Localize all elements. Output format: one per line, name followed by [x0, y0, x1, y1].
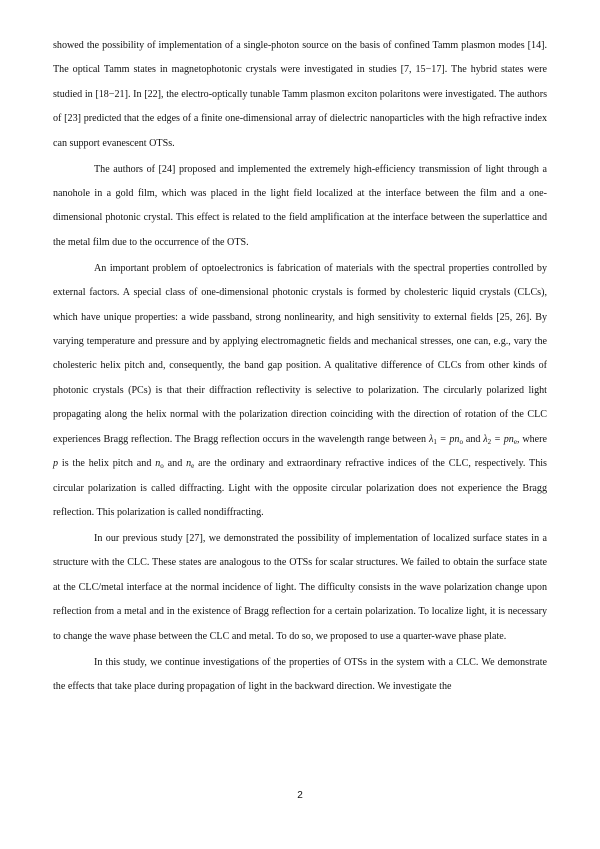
paragraph-nanohole: The authors of [24] proposed and implemented the extremely high-efficiency transmission of light through a nanohole in a gold film, which was placed in the light field localized at the interface between the film and a one-dimensional photonic crystal. This effect is related to the field amplification at the interface between the superlattice and the metal film due to the occurrence of the OTS.: [53, 163, 547, 248]
n-o-symbol: n: [155, 458, 161, 470]
lambda-1-subscript: 1: [433, 437, 437, 446]
lambda-1: λ: [428, 433, 434, 445]
n-e-subscript: e: [191, 462, 195, 471]
paragraph-continuation: showed the possibility of implementation of a single-photon source on the basis of confined Tamm plasmon modes [14]. The optical Tamm states in magnetophotonic crystals were investigated in studies [7, 15−17]. The hybrid states were studied in [18−21]. In [22], the electro-optically tunable Tamm plasmon exciton polaritons were investigated. The authors of [23] predicted that the edges of a finite one-dimensional array of dielectric nanoparticles with the high refractive index can support evanescent OTSs.: [53, 40, 547, 149]
body-text: [53, 34, 547, 701]
equation-2: = pn: [491, 433, 514, 445]
paragraph-previous-study: In our previous study [27], we demonstrated the possibility of implementation of localized surface states in a structure with the CLC. These states are analogous to the OTSs for scalar structures. We failed to obtain the surface state at the CLC/metal interface at the normal incidence of light. The difficulty consists in the wave polarization change upon reflection from a metal and in the existence of Bragg reflection for a certain polarization. To localize light, it is necessary to change the wave phase between the CLC and metal. To do so, we proposed to use a quarter-wave phase plate.: [53, 532, 547, 642]
conjunction-and-2: and: [163, 458, 187, 470]
equation-2-subscript: e: [513, 437, 517, 446]
n-o-subscript: o: [160, 462, 164, 471]
paragraph-this-study: In this study, we continue investigations of the properties of OTSs in the system with a CLC. We demonstrate the effects that take place during propagation of light in the backward direction. We investigate the: [53, 656, 547, 692]
where-text: , where: [516, 433, 547, 445]
lambda-2-subscript: 2: [487, 437, 492, 446]
clc-text-after: are the ordinary and extraordinary refractive indices of the CLC, respectively. This circular polarization is called diffracting. Light with the opposite circular polarization does not experience the Bragg reflection. This polarization is called nondiffracting.: [53, 458, 547, 518]
equation-1-subscript: o: [459, 437, 463, 446]
page-number: 2: [297, 790, 303, 801]
pitch-description: is the helix pitch and: [58, 458, 156, 470]
pitch-symbol: p: [53, 458, 59, 470]
lambda-2: λ: [483, 433, 488, 445]
clc-text-before: An important problem of optoelectronics is fabrication of materials with the spectral properties controlled by external factors. A special class of one-dimensional photonic crystals is formed by cholesteric liquid crystals (CLCs), which have unique properties: a wide passband, strong nonlinearity, and high sensitivity to external fields [25, 26]. By varying temperature and pressure and by applying electromagnetic fields and mechanical stresses, one can, e.g., vary the cholesteric helix pitch and, consequently, the band gap position. A qualitative difference of CLCs from other kinds of photonic crystals (PCs) is that their diffraction reflectivity is selective to polarization. The circularly polarized light propagating along the helix normal with the polarization direction coinciding with the direction of rotation of the CLC experiences Bragg reflection. The Bragg reflection occurs in the wavelength range between: [53, 262, 547, 445]
conjunction-and-1: and: [462, 433, 484, 445]
equation-1: = pn: [436, 433, 460, 445]
n-e-symbol: n: [186, 458, 192, 470]
paragraph-clc-properties: [53, 257, 547, 525]
